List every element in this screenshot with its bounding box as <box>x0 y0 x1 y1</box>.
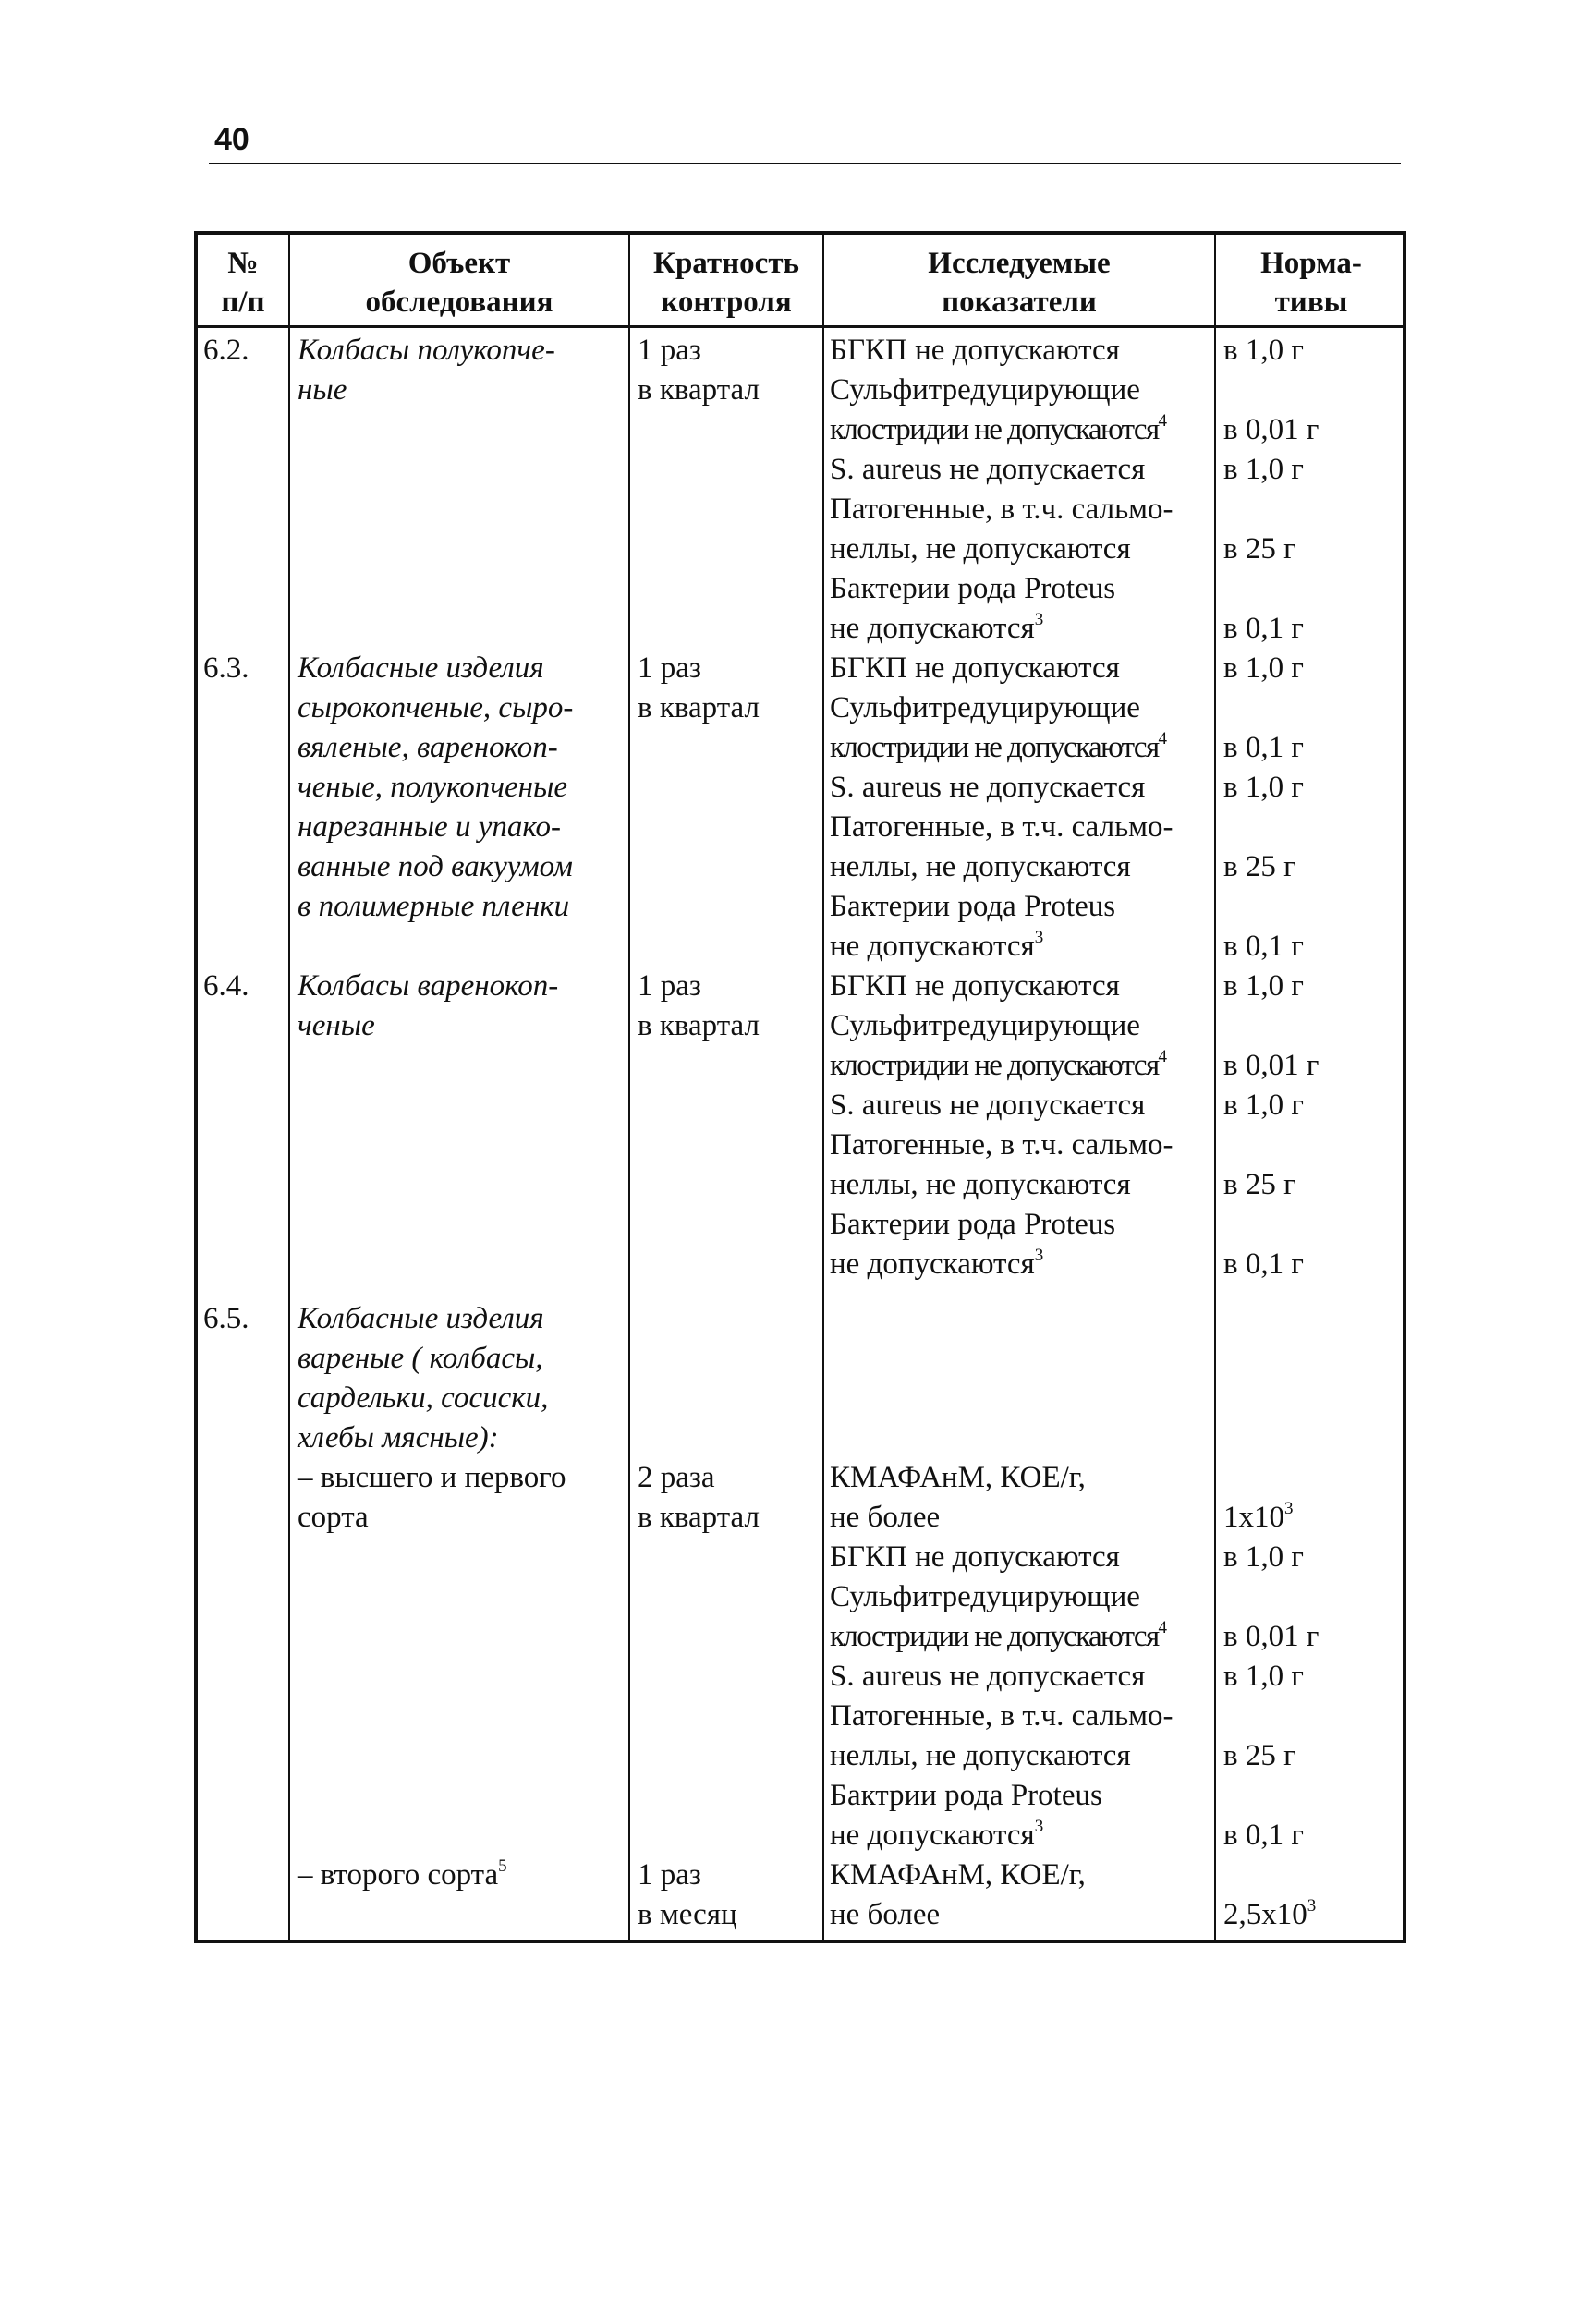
object-line: Колбасные изделия <box>298 651 544 685</box>
indicator-line: неллы, не допускаются <box>830 850 1131 883</box>
norm-value: в 0,1 г <box>1223 1247 1304 1281</box>
header-object: Объект обследования <box>365 247 553 319</box>
norm-value: в 1,0 г <box>1223 651 1304 685</box>
indicator-line: Сульфитредуцирующие <box>830 1580 1140 1613</box>
indicator-line: клостридии не допускаются$^4$ <box>830 729 1166 764</box>
indicator-line: БГКП не допускаются <box>830 651 1120 685</box>
frequency-line: в квартал <box>638 1009 760 1042</box>
indicator-line: Патогенные, в т.ч. сальмо- <box>830 1128 1174 1162</box>
object-line: вяленые, варенокоп- <box>298 731 558 764</box>
object-line: сорта <box>298 1501 369 1534</box>
data-table <box>194 231 1406 1943</box>
row-number: 6.5. <box>203 1302 249 1335</box>
indicator-line: Патогенные, в т.ч. сальмо- <box>830 1699 1174 1733</box>
indicator-line: БГКП не допускаются <box>830 969 1120 1003</box>
indicator-line: S. aureus не допускается <box>830 1089 1146 1122</box>
object-line: ченые, полукопченые <box>298 771 567 804</box>
indicator-line: клостридии не допускаются$^4$ <box>830 1618 1166 1653</box>
object-line: в полимерные пленки <box>298 890 570 923</box>
frequency-line: в квартал <box>638 691 760 724</box>
header-divider <box>198 325 1403 328</box>
frequency-line: 1 раз <box>638 1858 701 1892</box>
frequency-line: в квартал <box>638 1501 760 1534</box>
norm-value: в 0,01 г <box>1223 413 1320 446</box>
object-line: – высшего и первого <box>298 1461 566 1494</box>
indicator-line: Сульфитредуцирующие <box>830 373 1140 407</box>
indicator-line: БГКП не допускаются <box>830 334 1120 367</box>
norm-value: в 25 г <box>1223 850 1296 883</box>
object-line: ванные под вакуумом <box>298 850 573 883</box>
norm-value: в 25 г <box>1223 532 1296 566</box>
indicator-line: БГКП не допускаются <box>830 1540 1120 1574</box>
indicator-line: Сульфитредуцирующие <box>830 1009 1140 1042</box>
header-rule <box>209 163 1401 164</box>
indicator-line: Патогенные, в т.ч. сальмо- <box>830 493 1174 526</box>
object-line: сардельки, сосиски, <box>298 1381 549 1415</box>
indicator-line: Сульфитредуцирующие <box>830 691 1140 724</box>
column-divider <box>288 235 290 1940</box>
column-divider <box>628 235 630 1940</box>
norm-value: в 25 г <box>1223 1168 1296 1201</box>
norm-value: в 1,0 г <box>1223 453 1304 486</box>
indicator-line: не допускаются$^3$ <box>830 610 1044 645</box>
indicator-line: Бактерии рода Proteus <box>830 1208 1116 1241</box>
indicator-line: не более <box>830 1501 941 1534</box>
indicator-line: Бактрии рода Proteus <box>830 1779 1102 1812</box>
header-frequency: Кратность контроля <box>653 247 799 319</box>
norm-value: в 1,0 г <box>1223 334 1304 367</box>
indicator-line: клостридии не допускаются$^4$ <box>830 1047 1166 1082</box>
object-line: хлебы мясные): <box>298 1421 499 1454</box>
norm-value: в 1,0 г <box>1223 1660 1304 1693</box>
frequency-line: в квартал <box>638 373 760 407</box>
norm-value: в 0,1 г <box>1223 1819 1304 1852</box>
indicator-line: Бактерии рода Proteus <box>830 890 1116 923</box>
header-num: № п/п <box>221 247 265 319</box>
frequency-line: 1 раз <box>638 969 701 1003</box>
indicator-line: неллы, не допускаются <box>830 1168 1131 1201</box>
indicator-line: неллы, не допускаются <box>830 1739 1131 1772</box>
object-line: ченые <box>298 1009 375 1042</box>
norm-value: в 1,0 г <box>1223 1089 1304 1122</box>
frequency-line: 1 раз <box>638 334 701 367</box>
norm-value: в 0,01 г <box>1223 1049 1320 1082</box>
object-line: Колбасы варенокоп- <box>298 969 559 1003</box>
indicator-line: S. aureus не допускается <box>830 1660 1146 1693</box>
indicator-line: клостридии не допускаются$^4$ <box>830 411 1166 446</box>
norm-value: в 25 г <box>1223 1739 1296 1772</box>
frequency-line: 2 раза <box>638 1461 715 1494</box>
indicator-line: не более <box>830 1898 941 1931</box>
row-number: 6.4. <box>203 969 249 1003</box>
header-norms: Норма- тивы <box>1260 247 1362 319</box>
object-line: – второго сорта$^5$ <box>298 1856 507 1892</box>
indicator-line: КМАФАнМ, КОЕ/г, <box>830 1858 1086 1892</box>
indicator-line: S. aureus не допускается <box>830 771 1146 804</box>
indicator-line: Патогенные, в т.ч. сальмо- <box>830 810 1174 844</box>
frequency-line: 1 раз <box>638 651 701 685</box>
indicator-line: неллы, не допускаются <box>830 532 1131 566</box>
object-line: Колбасы полукопче- <box>298 334 555 367</box>
indicator-line: Бактерии рода Proteus <box>830 572 1116 605</box>
page-number: 40 <box>214 122 249 157</box>
indicator-line: не допускаются$^3$ <box>830 928 1044 963</box>
norm-value: в 0,01 г <box>1223 1620 1320 1653</box>
indicator-line: не допускаются$^3$ <box>830 1246 1044 1281</box>
object-line: вареные ( колбасы, <box>298 1342 543 1375</box>
norm-value: в 1,0 г <box>1223 1540 1304 1574</box>
norm-value: в 0,1 г <box>1223 731 1304 764</box>
object-line: нарезанные и упако- <box>298 810 562 844</box>
row-number: 6.3. <box>203 651 249 685</box>
indicator-line: не допускаются$^3$ <box>830 1817 1044 1852</box>
object-line: сырокопченые, сыро- <box>298 691 574 724</box>
norm-value: $1х10^3$ <box>1223 1499 1294 1534</box>
indicator-line: S. aureus не допускается <box>830 453 1146 486</box>
norm-value: в 0,1 г <box>1223 930 1304 963</box>
object-line: Колбасные изделия <box>298 1302 544 1335</box>
indicator-line: КМАФАнМ, КОЕ/г, <box>830 1461 1086 1494</box>
frequency-line: в месяц <box>638 1898 737 1931</box>
norm-value: $2,5х10^3$ <box>1223 1896 1317 1931</box>
object-line: ные <box>298 373 347 407</box>
header-indicators: Исследуемые показатели <box>928 247 1111 319</box>
column-divider <box>1214 235 1216 1940</box>
norm-value: в 0,1 г <box>1223 612 1304 645</box>
norm-value: в 1,0 г <box>1223 969 1304 1003</box>
row-number: 6.2. <box>203 334 249 367</box>
norm-value: в 1,0 г <box>1223 771 1304 804</box>
column-divider <box>822 235 824 1940</box>
